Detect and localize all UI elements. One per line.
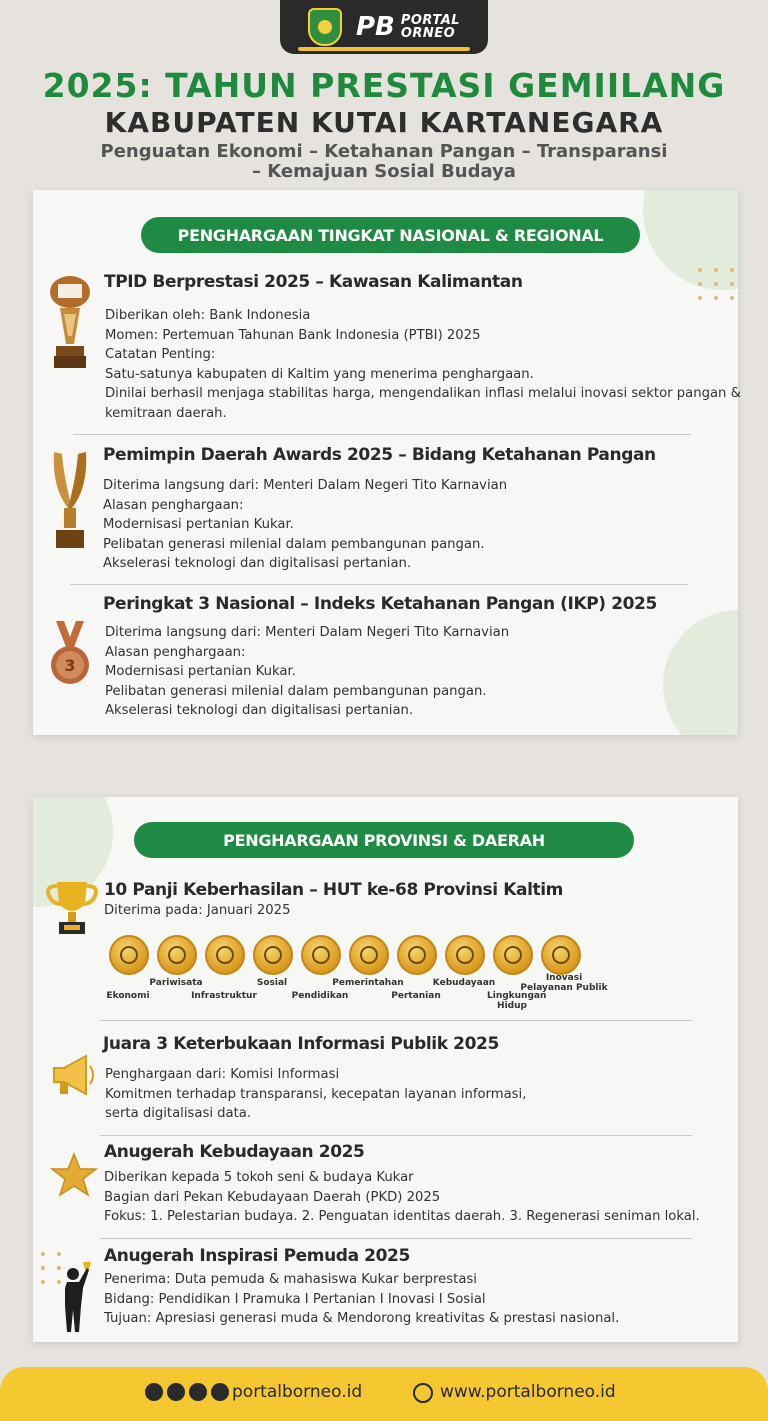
facebook-icon[interactable] bbox=[189, 1383, 207, 1401]
logo-text-top: PORTAL bbox=[400, 13, 461, 28]
award-details bbox=[105, 1065, 526, 1124]
lightbulb-medal-icon bbox=[541, 935, 581, 975]
award-line: Satu-satunya kabupaten di Kaltim yang menerima penghargaan. bbox=[105, 366, 534, 382]
award-line: Diberikan kepada 5 tokoh seni & budaya Kukar bbox=[104, 1170, 414, 1185]
star-icon bbox=[50, 1152, 98, 1198]
panji-label: Pertanian bbox=[391, 991, 441, 1001]
divider bbox=[100, 1135, 692, 1136]
decor-blob bbox=[663, 610, 738, 735]
divider bbox=[100, 1020, 692, 1021]
panji-label: Sosial bbox=[256, 978, 288, 988]
trophy-book-icon bbox=[46, 274, 94, 372]
panji-label: Pemerintahan bbox=[332, 978, 404, 988]
globe-icon bbox=[413, 1383, 433, 1403]
panji-label: Lingkungan Hidup bbox=[487, 991, 547, 1011]
section-heading-national: PENGHARGAAN TINGKAT NASIONAL & REGIONAL bbox=[141, 217, 640, 253]
award-title: TPID Berprestasi 2025 – Kawasan Kalimantan bbox=[104, 272, 523, 292]
award-title: Anugerah Inspirasi Pemuda 2025 bbox=[104, 1246, 410, 1266]
website-link[interactable]: www.portalborneo.id bbox=[440, 1382, 616, 1402]
footer-bar bbox=[0, 1367, 768, 1421]
panji-label: Inovasi Pelayanan Publik bbox=[520, 973, 608, 993]
person-trophy-icon bbox=[57, 1258, 95, 1334]
logo-text-bottom: ORNEO bbox=[400, 26, 456, 41]
megaphone-icon bbox=[50, 1052, 100, 1098]
award-line: Modernisasi pertanian Kukar. bbox=[103, 517, 294, 532]
panji-label: Infrastruktur bbox=[191, 991, 257, 1001]
bridge-medal-icon bbox=[205, 935, 245, 975]
compass-medal-icon bbox=[157, 935, 197, 975]
award-line: Komitmen terhadap transparansi, kecepatan layanan informasi, bbox=[105, 1086, 527, 1102]
header-accent-bar bbox=[298, 47, 470, 51]
logo-mark: PB bbox=[355, 12, 395, 42]
award-line: Pelibatan generasi milenial dalam pembangunan pangan. bbox=[105, 683, 487, 699]
panji-label: Pariwisata bbox=[149, 978, 203, 988]
award-line: Akselerasi teknologi dan digitalisasi pertanian. bbox=[103, 556, 412, 571]
award-line: Alasan penghargaan: bbox=[105, 644, 246, 660]
award-details bbox=[104, 1168, 700, 1227]
social-handle-link[interactable]: portalborneo.id bbox=[232, 1382, 363, 1402]
panji-label: Ekonomi bbox=[106, 991, 150, 1001]
page-title-secondary: KABUPATEN KUTAI KARTANEGARA bbox=[104, 106, 664, 139]
decor-dots bbox=[698, 268, 736, 300]
tiktok-icon[interactable] bbox=[211, 1383, 229, 1401]
award-line: Penerima: Duta pemuda & mahasiswa Kukar berprestasi bbox=[104, 1272, 477, 1287]
kukar-emblem-icon bbox=[308, 8, 342, 46]
award-details bbox=[105, 623, 509, 721]
award-line: kemitraan daerah. bbox=[105, 405, 227, 421]
leaf-trophy-icon bbox=[48, 448, 92, 552]
grain-medal-icon bbox=[397, 935, 437, 975]
award-line: Diterima langsung dari: Menteri Dalam Negeri Tito Karnavian bbox=[103, 478, 508, 493]
gear-medal-icon bbox=[109, 935, 149, 975]
award-line: Akselerasi teknologi dan digitalisasi pertanian. bbox=[105, 703, 414, 718]
medal-number: 3 bbox=[64, 656, 76, 675]
building-medal-icon bbox=[253, 935, 293, 975]
book-medal-icon bbox=[301, 935, 341, 975]
document-medal-icon bbox=[349, 935, 389, 975]
instagram-icon[interactable] bbox=[167, 1383, 185, 1401]
panji-label: Pendidikan bbox=[291, 991, 349, 1001]
award-line: Pelibatan generasi milenial dalam pembangunan pangan. bbox=[103, 536, 485, 552]
page-subtitle: Penguatan Ekonomi – Ketahanan Pangan – Transparansi – Kemajuan Sosial Budaya bbox=[100, 141, 668, 182]
award-details bbox=[103, 476, 507, 574]
award-line: Catatan Penting: bbox=[105, 347, 216, 362]
award-line: Momen: Pertemuan Tahunan Bank Indonesia (PTBI) 2025 bbox=[105, 327, 481, 343]
award-line: Bagian dari Pekan Kebudayaan Daerah (PKD) 2025 bbox=[104, 1189, 441, 1205]
award-title: Anugerah Kebudayaan 2025 bbox=[104, 1142, 365, 1162]
panji-medals bbox=[107, 935, 607, 1015]
award-line: Diterima pada: Januari 2025 bbox=[104, 903, 291, 918]
divider bbox=[73, 434, 691, 435]
divider bbox=[70, 584, 688, 585]
award-line: Modernisasi pertanian Kukar. bbox=[105, 664, 296, 679]
panji-label: Kebudayaan bbox=[432, 978, 496, 988]
wheat-medal-icon bbox=[445, 935, 485, 975]
award-title: 10 Panji Keberhasilan – HUT ke-68 Provinsi Kaltim bbox=[104, 880, 563, 900]
section-heading-provincial: PENGHARGAAN PROVINSI & DAERAH bbox=[134, 822, 634, 858]
award-details bbox=[104, 901, 290, 921]
youtube-icon[interactable] bbox=[145, 1383, 163, 1401]
award-line: Penghargaan dari: Komisi Informasi bbox=[105, 1067, 340, 1082]
award-line: Dinilai berhasil menjaga stabilitas harga, mengendalikan inflasi melalui inovasi sektor pangan & bbox=[105, 386, 741, 401]
portal-borneo-logo[interactable] bbox=[356, 12, 460, 42]
page-title: 2025: TAHUN PRESTASI GEMIILANG bbox=[42, 66, 726, 105]
brand-header bbox=[280, 0, 488, 54]
award-line: serta digitalisasi data. bbox=[105, 1106, 252, 1121]
divider bbox=[100, 1238, 692, 1239]
award-line: Fokus: 1. Pelestarian budaya. 2. Penguatan identitas daerah. 3. Regenerasi seniman lokal. bbox=[104, 1209, 700, 1224]
social-icons bbox=[145, 1383, 229, 1401]
award-line: Bidang: Pendidikan I Pramuka I Pertanian I Inovasi I Sosial bbox=[104, 1291, 486, 1307]
award-line: Alasan penghargaan: bbox=[103, 497, 244, 513]
award-line: Tujuan: Apresiasi generasi muda & Mendorong kreativitas & prestasi nasional. bbox=[104, 1311, 620, 1326]
award-title: Pemimpin Daerah Awards 2025 – Bidang Ketahanan Pangan bbox=[103, 445, 656, 465]
award-details bbox=[104, 1270, 619, 1329]
gold-cup-icon bbox=[45, 880, 99, 938]
award-line: Diberikan oleh: Bank Indonesia bbox=[105, 308, 311, 323]
award-line: Diterima langsung dari: Menteri Dalam Negeri Tito Karnavian bbox=[105, 625, 510, 640]
bronze-medal-icon bbox=[50, 621, 90, 687]
award-title: Peringkat 3 Nasional – Indeks Ketahanan Pangan (IKP) 2025 bbox=[103, 594, 657, 614]
award-title: Juara 3 Keterbukaan Informasi Publik 2025 bbox=[103, 1034, 499, 1054]
leaf-medal-icon bbox=[493, 935, 533, 975]
award-details bbox=[105, 306, 741, 423]
